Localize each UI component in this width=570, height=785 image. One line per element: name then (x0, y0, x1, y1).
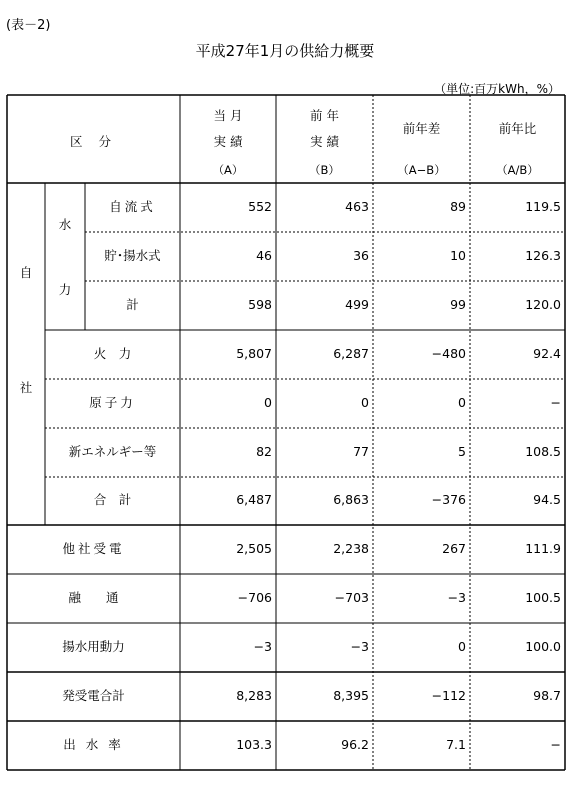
header-diff-line1: 前年差 (402, 121, 441, 136)
value-previous: −703 (334, 590, 369, 605)
value-previous: 6,863 (333, 492, 369, 507)
row-label-jiryu: 自流式 (109, 199, 156, 214)
value-ratio: 92.4 (533, 346, 561, 361)
value-difference: −112 (431, 688, 466, 703)
row-label-own-total: 合 計 (93, 492, 132, 507)
header-prev-code: （B） (309, 163, 340, 177)
value-current: 8,283 (236, 688, 272, 703)
value-ratio: 100.5 (525, 590, 561, 605)
value-difference: 10 (450, 248, 466, 263)
value-current: 82 (256, 444, 272, 459)
value-ratio: 111.9 (525, 541, 561, 556)
value-difference: 267 (442, 541, 466, 556)
row-label-new-energy: 新エネルギー等 (68, 444, 157, 459)
value-difference: 7.1 (446, 737, 466, 752)
value-ratio: − (550, 395, 561, 410)
header-prev-line2: 実 績 (310, 134, 339, 149)
unit-note: （単位:百万kWh，%） (434, 82, 560, 96)
row-label-water-rate: 出 水 率 (63, 737, 124, 752)
group-label-ji: 自 (19, 265, 33, 280)
value-previous: 499 (345, 297, 369, 312)
value-ratio: 119.5 (525, 199, 561, 214)
value-previous: −3 (350, 639, 369, 654)
value-current: 598 (248, 297, 272, 312)
group-label-sui: 水 (58, 217, 72, 232)
value-previous: 463 (345, 199, 369, 214)
value-difference: 0 (458, 639, 466, 654)
value-previous: 0 (361, 395, 369, 410)
header-ratio-code: （A/B） (496, 163, 539, 177)
group-label-sha: 社 (19, 380, 33, 395)
value-previous: 77 (353, 444, 369, 459)
value-current: 2,505 (236, 541, 272, 556)
group-label-ryoku: 力 (58, 282, 72, 297)
value-difference: 0 (458, 395, 466, 410)
header-ratio-line1: 前年比 (498, 121, 537, 136)
row-label-choyosui: 貯･揚水式 (104, 248, 161, 263)
value-current: −3 (253, 639, 272, 654)
page-title: 平成27年1月の供給力概要 (195, 42, 375, 60)
row-label-grand-total: 発受電合計 (62, 688, 125, 703)
value-ratio: 98.7 (533, 688, 561, 703)
header-current-line1: 当 月 (213, 108, 243, 123)
value-current: 552 (248, 199, 272, 214)
row-label-pumping-power: 揚水用動力 (62, 639, 125, 654)
value-difference: 89 (450, 199, 466, 214)
value-previous: 2,238 (333, 541, 369, 556)
value-ratio: 126.3 (525, 248, 561, 263)
row-label-thermal: 火 力 (93, 346, 132, 361)
header-kubun: 区 分 (70, 134, 117, 149)
header-current-line2: 実 績 (213, 134, 243, 149)
row-label-purchased: 他社受電 (62, 541, 125, 556)
value-previous: 8,395 (333, 688, 369, 703)
value-difference: −3 (447, 590, 466, 605)
value-current: −706 (237, 590, 272, 605)
value-current: 46 (256, 248, 272, 263)
value-current: 6,487 (236, 492, 272, 507)
row-label-interchange: 融 通 (68, 590, 119, 605)
value-difference: 99 (450, 297, 466, 312)
value-difference: −480 (431, 346, 466, 361)
value-ratio: 108.5 (525, 444, 561, 459)
value-ratio: 120.0 (525, 297, 561, 312)
table-number-label: (表－2) (6, 18, 51, 33)
value-difference: −376 (431, 492, 466, 507)
value-previous: 36 (353, 248, 369, 263)
value-previous: 6,287 (333, 346, 369, 361)
value-ratio: 100.0 (525, 639, 561, 654)
value-ratio: 94.5 (533, 492, 561, 507)
header-prev-line1: 前 年 (310, 108, 339, 123)
value-current: 103.3 (236, 737, 272, 752)
value-previous: 96.2 (341, 737, 369, 752)
header-diff-code: （A−B） (397, 163, 446, 177)
header-current-code: （A） (212, 163, 244, 177)
row-label-nuclear: 原子力 (89, 395, 136, 410)
value-current: 0 (264, 395, 272, 410)
value-ratio: − (550, 737, 561, 752)
value-difference: 5 (458, 444, 466, 459)
row-label-hydro-total: 計 (126, 297, 139, 312)
value-current: 5,807 (236, 346, 272, 361)
